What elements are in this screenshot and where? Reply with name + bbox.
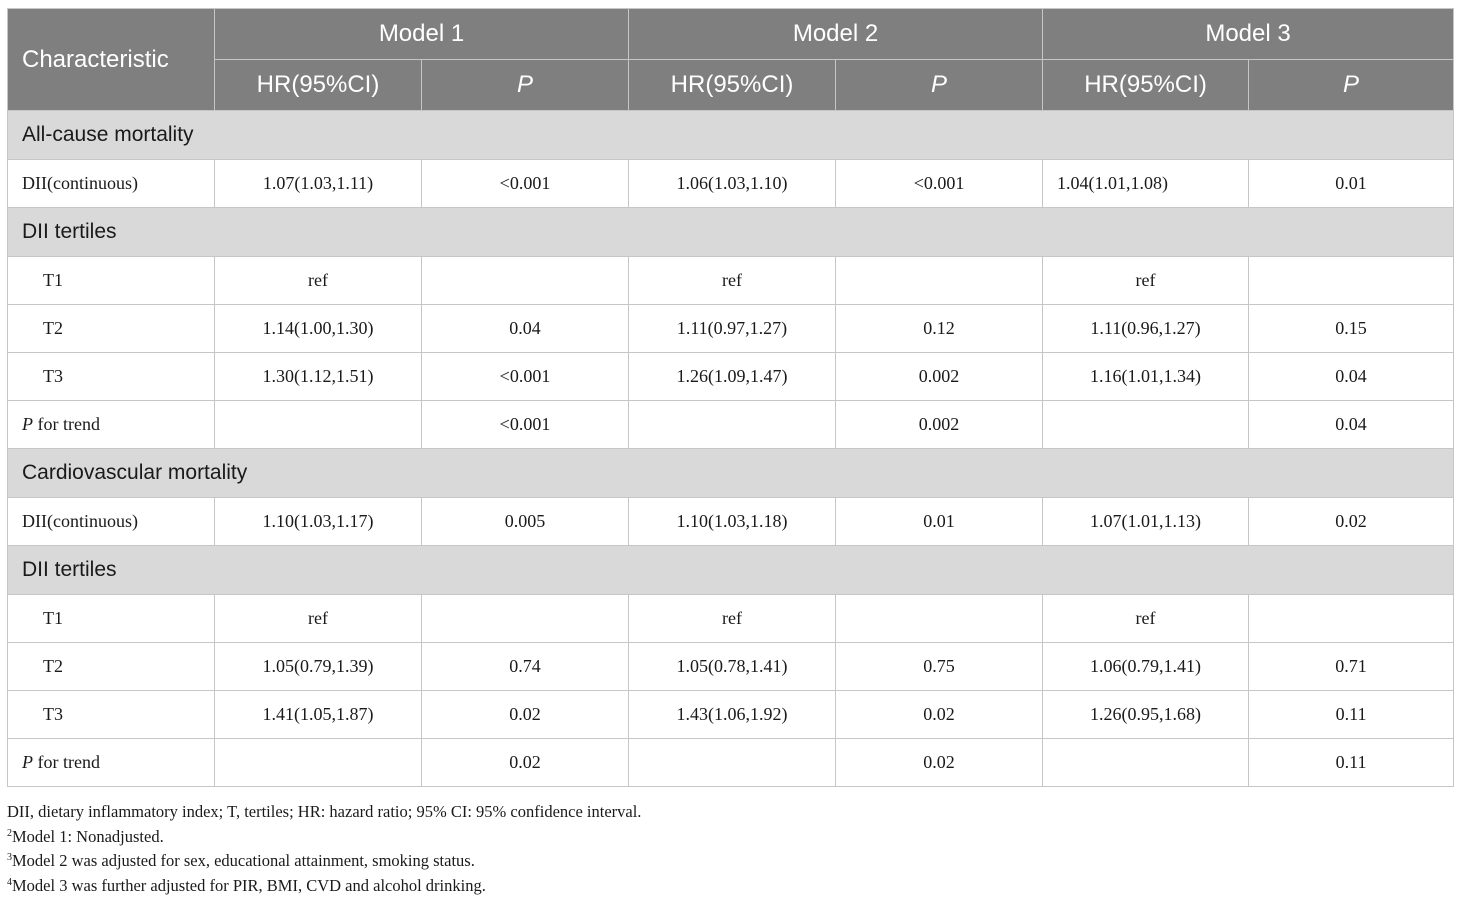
- footnote-marker: 4: [7, 876, 12, 888]
- header-p-model-2: P: [836, 60, 1043, 111]
- p-value: 0.01: [1249, 160, 1454, 208]
- section-title: All-cause mortality: [8, 111, 1454, 160]
- trend-label-p: P: [22, 752, 33, 772]
- header-hr-model-1: HR(95%CI): [215, 60, 422, 111]
- p-value: 0.04: [1249, 401, 1454, 449]
- hr-value: [215, 739, 422, 787]
- p-value: 0.02: [422, 691, 629, 739]
- header-p-model-1: P: [422, 60, 629, 111]
- table-row: [8, 643, 1454, 691]
- row-label: DII(continuous): [8, 160, 215, 208]
- section-row: [8, 546, 1454, 595]
- hr-value: 1.26(1.09,1.47): [629, 353, 836, 401]
- row-label: T3: [8, 353, 215, 401]
- hr-value: [215, 401, 422, 449]
- p-value: 0.11: [1249, 691, 1454, 739]
- hr-value: ref: [215, 257, 422, 305]
- p-value: 0.71: [1249, 643, 1454, 691]
- hr-value: ref: [1043, 595, 1249, 643]
- p-value: 0.75: [836, 643, 1043, 691]
- p-value: [1249, 595, 1454, 643]
- header-characteristic: Characteristic: [8, 9, 215, 111]
- header-p-model-3: P: [1249, 60, 1454, 111]
- header-model-1: Model 1: [215, 9, 629, 60]
- footnote-text: Model 1: Nonadjusted.: [12, 826, 164, 846]
- table-row: [8, 498, 1454, 546]
- footnote: [7, 874, 1453, 899]
- p-value: <0.001: [422, 353, 629, 401]
- row-label: T2: [8, 305, 215, 353]
- footnote-text: Model 3 was further adjusted for PIR, BMI, CVD and alcohol drinking.: [12, 875, 486, 895]
- hr-value: 1.06(1.03,1.10): [629, 160, 836, 208]
- p-value: [836, 257, 1043, 305]
- results-table: [7, 8, 1454, 787]
- hr-value: 1.04(1.01,1.08): [1043, 160, 1249, 208]
- hr-value: 1.11(0.96,1.27): [1043, 305, 1249, 353]
- table-header: [8, 9, 1454, 111]
- footnote: [7, 825, 1453, 850]
- row-label: T1: [8, 257, 215, 305]
- p-value: [1249, 257, 1454, 305]
- hr-value: 1.06(0.79,1.41): [1043, 643, 1249, 691]
- footnote-marker: 3: [7, 852, 12, 863]
- p-value: 0.04: [422, 305, 629, 353]
- hr-value: ref: [629, 257, 836, 305]
- p-value: <0.001: [422, 401, 629, 449]
- hr-value: 1.10(1.03,1.17): [215, 498, 422, 546]
- hr-value: 1.43(1.06,1.92): [629, 691, 836, 739]
- p-value: 0.002: [836, 401, 1043, 449]
- p-value: [422, 257, 629, 305]
- row-label: DII(continuous): [8, 498, 215, 546]
- tertiles-title: DII tertiles: [8, 208, 1454, 257]
- hr-value: [629, 739, 836, 787]
- header-hr-model-3: HR(95%CI): [1043, 60, 1249, 111]
- hr-value: [1043, 739, 1249, 787]
- hr-value: 1.41(1.05,1.87): [215, 691, 422, 739]
- p-value: 0.02: [836, 739, 1043, 787]
- hr-value: [629, 401, 836, 449]
- trend-label: [8, 401, 215, 449]
- table-row: [8, 257, 1454, 305]
- trend-label: [8, 739, 215, 787]
- table-body: [8, 111, 1454, 787]
- p-value: 0.15: [1249, 305, 1454, 353]
- trend-row: [8, 739, 1454, 787]
- row-label: T2: [8, 643, 215, 691]
- section-row: [8, 449, 1454, 498]
- p-value: 0.02: [836, 691, 1043, 739]
- p-value: [836, 595, 1043, 643]
- p-value: 0.74: [422, 643, 629, 691]
- table-row: [8, 353, 1454, 401]
- hr-value: 1.07(1.01,1.13): [1043, 498, 1249, 546]
- row-label: T3: [8, 691, 215, 739]
- trend-label-text: for trend: [33, 752, 100, 772]
- hr-value: ref: [215, 595, 422, 643]
- trend-label-p: P: [22, 414, 33, 434]
- trend-row: [8, 401, 1454, 449]
- trend-label-text: for trend: [33, 414, 100, 434]
- tertiles-title: DII tertiles: [8, 546, 1454, 595]
- footnote-text: DII, dietary inflammatory index; T, tertiles; HR: hazard ratio; 95% CI: 95% confidence interval.: [7, 802, 642, 821]
- p-value: 0.01: [836, 498, 1043, 546]
- hr-value: [1043, 401, 1249, 449]
- footnote: [7, 800, 1453, 825]
- p-value: [422, 595, 629, 643]
- table-row: [8, 160, 1454, 208]
- table-footnotes: [7, 800, 1453, 898]
- section-title: Cardiovascular mortality: [8, 449, 1454, 498]
- header-hr-model-2: HR(95%CI): [629, 60, 836, 111]
- p-value: 0.02: [1249, 498, 1454, 546]
- table-row: [8, 595, 1454, 643]
- p-value: 0.12: [836, 305, 1043, 353]
- section-row: [8, 111, 1454, 160]
- hr-value: 1.05(0.79,1.39): [215, 643, 422, 691]
- footnote: [7, 849, 1453, 874]
- header-model-2: Model 2: [629, 9, 1043, 60]
- p-value: 0.02: [422, 739, 629, 787]
- section-row: [8, 208, 1454, 257]
- table-row: [8, 305, 1454, 353]
- table-row: [8, 691, 1454, 739]
- hr-value: 1.11(0.97,1.27): [629, 305, 836, 353]
- row-label: T1: [8, 595, 215, 643]
- p-value: <0.001: [422, 160, 629, 208]
- hr-value: 1.26(0.95,1.68): [1043, 691, 1249, 739]
- p-value: <0.001: [836, 160, 1043, 208]
- hr-value: ref: [1043, 257, 1249, 305]
- hr-value: ref: [629, 595, 836, 643]
- footnote-text: Model 2 was adjusted for sex, educational attainment, smoking status.: [12, 851, 475, 870]
- header-model-3: Model 3: [1043, 9, 1454, 60]
- hr-value: 1.14(1.00,1.30): [215, 305, 422, 353]
- hr-value: 1.16(1.01,1.34): [1043, 353, 1249, 401]
- footnote-marker: 2: [7, 827, 12, 839]
- hr-value: 1.30(1.12,1.51): [215, 353, 422, 401]
- hr-value: 1.07(1.03,1.11): [215, 160, 422, 208]
- p-value: 0.11: [1249, 739, 1454, 787]
- hr-value: 1.10(1.03,1.18): [629, 498, 836, 546]
- p-value: 0.04: [1249, 353, 1454, 401]
- p-value: 0.002: [836, 353, 1043, 401]
- hr-value: 1.05(0.78,1.41): [629, 643, 836, 691]
- p-value: 0.005: [422, 498, 629, 546]
